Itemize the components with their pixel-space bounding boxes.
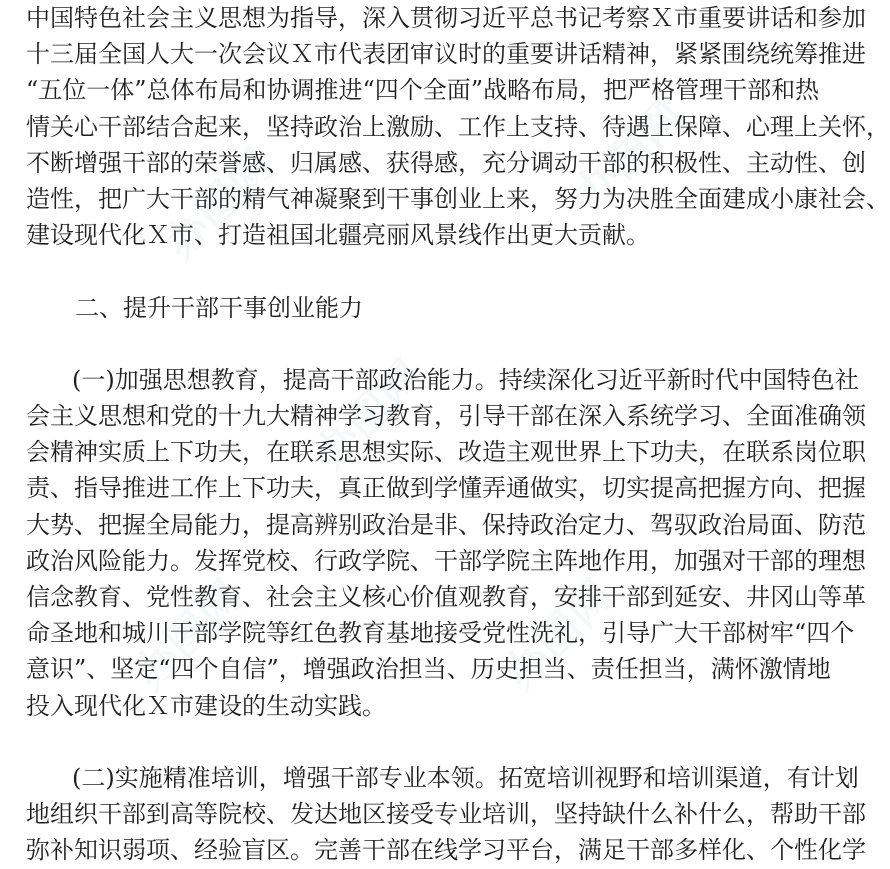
- text-line: 大势、把握全局能力，提高辨别政治是非、保持政治定力、驾驭政治局面、防范: [26, 510, 866, 539]
- watermark-logo: 办图网: [304, 350, 434, 480]
- text-line: 中国特色社会主义思想为指导，深入贯彻习近平总书记考察Ｘ市重要讲话和参加: [26, 4, 866, 32]
- text-line: 情关心干部结合起来，坚持政治上激励、工作上支持、待遇上保障、心理上关怀，: [26, 112, 890, 141]
- text-line: 信念教育、党性教育、社会主义核心价值观教育，安排干部到延安、井冈山等革: [26, 583, 866, 611]
- section-heading: 二、提升干部干事创业能力: [75, 293, 363, 322]
- watermark-logo: 办图网: [124, 570, 254, 700]
- text-line: (二)实施精准培训，增强干部专业本领。拓宽培训视野和培训渠道，有计划: [72, 763, 859, 792]
- text-line: 会精神实质上下功夫，在联系思想实际、改造主观世界上下功夫，在联系岗位职: [26, 438, 866, 467]
- watermark-logo: 办图网: [564, 90, 694, 220]
- paragraph-precision-training: [26, 760, 866, 869]
- text-line: 十三届全国人大一次会议Ｘ市代表团审议时的重要讲话精神，紧紧围绕统筹推进: [26, 40, 866, 69]
- text-line: 投入现代化Ｘ市建设的生动实践。: [26, 691, 386, 720]
- watermark-logo: 办图网: [494, 570, 624, 700]
- text-line: 弥补知识弱项、经验盲区。完善干部在线学习平台，满足干部多样化、个性化学: [26, 836, 866, 865]
- text-line: 建设现代化Ｘ市、打造祖国北疆亮丽风景线作出更大贡献。: [26, 221, 650, 250]
- text-line: 命圣地和城川干部学院等红色教育基地接受党性洗礼，引导广大干部树牢“四个: [26, 619, 855, 648]
- paragraph-gap: [26, 253, 778, 289]
- text-line: 不断增强干部的荣誉感、归属感、获得感，充分调动干部的积极性、主动性、创: [26, 148, 866, 177]
- paragraph-gap: [26, 724, 778, 760]
- paragraph-intro: [26, 0, 890, 253]
- watermark-logo: 办图网: [154, 140, 284, 270]
- paragraph-ideological-education: [26, 362, 866, 724]
- text-line: (一)加强思想教育，提高干部政治能力。持续深化习近平新时代中国特色社: [72, 365, 859, 394]
- text-line: 责、指导推进工作上下功夫，真正做到学懂弄通做实，切实提高把握方向、把握: [26, 474, 866, 503]
- text-line: “五位一体”总体布局和协调推进“四个全面”战略布局，把严格管理干部和热: [26, 76, 820, 105]
- text-line: 意识”、坚定“四个自信”，增强政治担当、历史担当、责任担当，满怀激情地: [26, 655, 831, 684]
- document-body: [26, 0, 890, 869]
- text-line: 政治风险能力。发挥党校、行政学院、干部学院主阵地作用，加强对干部的理想: [26, 546, 866, 575]
- text-line: 地组织干部到高等院校、发达地区接受专业培训，坚持缺什么补什么，帮助干部: [26, 800, 866, 829]
- text-line: 造性，把广大干部的精气神凝聚到干事创业上来，努力为决胜全面建成小康社会、: [26, 184, 890, 213]
- text-line: 会主义思想和党的十九大精神学习教育，引导干部在深入系统学习、全面准确领: [26, 402, 866, 431]
- paragraph-gap: [26, 326, 778, 362]
